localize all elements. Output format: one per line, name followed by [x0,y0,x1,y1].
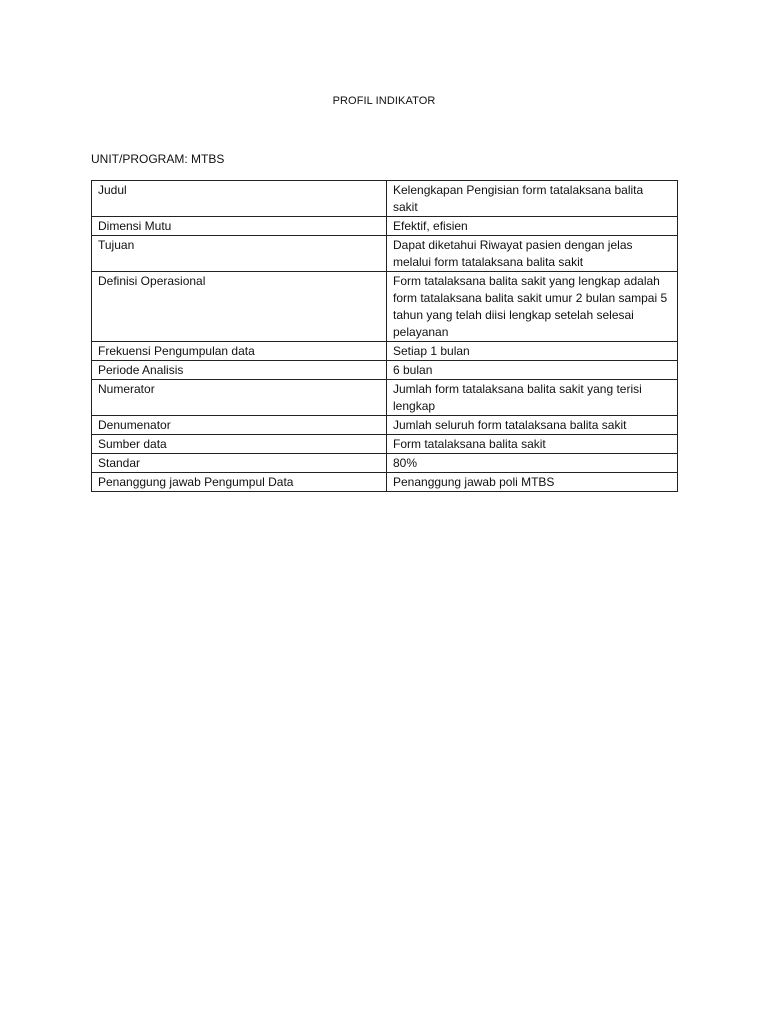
table-row-dimensi-mutu [92,217,678,236]
row-value: Jumlah form tatalaksana balita sakit yang terisi lengkap [387,380,678,416]
row-label: Standar [92,454,387,473]
row-value: Dapat diketahui Riwayat pasien dengan jelas melalui form tatalaksana balita sakit [387,236,678,272]
table-row-sumber-data [92,435,678,454]
table-row-standar [92,454,678,473]
row-label: Denumenator [92,416,387,435]
row-value: 6 bulan [387,361,678,380]
row-value: Efektif, efisien [387,217,678,236]
row-label: Sumber data [92,435,387,454]
row-label: Periode Analisis [92,361,387,380]
row-label: Penanggung jawab Pengumpul Data [92,473,387,492]
table-row-tujuan [92,236,678,272]
table-row-penanggung-jawab [92,473,678,492]
table-row-definisi-operasional [92,272,678,342]
row-value: Form tatalaksana balita sakit [387,435,678,454]
table-row-periode-analisis [92,361,678,380]
unit-program-heading: UNIT/PROGRAM: MTBS [91,152,225,166]
page-title: PROFIL INDIKATOR [332,95,436,107]
row-label: Judul [92,181,387,217]
row-label: Definisi Operasional [92,272,387,342]
table-row-judul [92,181,678,217]
row-label: Tujuan [92,236,387,272]
table-row-frekuensi [92,342,678,361]
indicator-profile-table [91,180,678,492]
row-value: Kelengkapan Pengisian form tatalaksana balita sakit [387,181,678,217]
row-value: Form tatalaksana balita sakit yang lengkap adalah form tatalaksana balita sakit umur 2 bulan sampai 5 tahun yang telah diisi lengkap setelah selesai pelayanan [387,272,678,342]
row-value: Setiap 1 bulan [387,342,678,361]
table-row-denumenator [92,416,678,435]
row-label: Frekuensi Pengumpulan data [92,342,387,361]
row-label: Dimensi Mutu [92,217,387,236]
row-value: Penanggung jawab poli MTBS [387,473,678,492]
row-value: 80% [387,454,678,473]
row-label: Numerator [92,380,387,416]
table-row-numerator [92,380,678,416]
row-value: Jumlah seluruh form tatalaksana balita sakit [387,416,678,435]
